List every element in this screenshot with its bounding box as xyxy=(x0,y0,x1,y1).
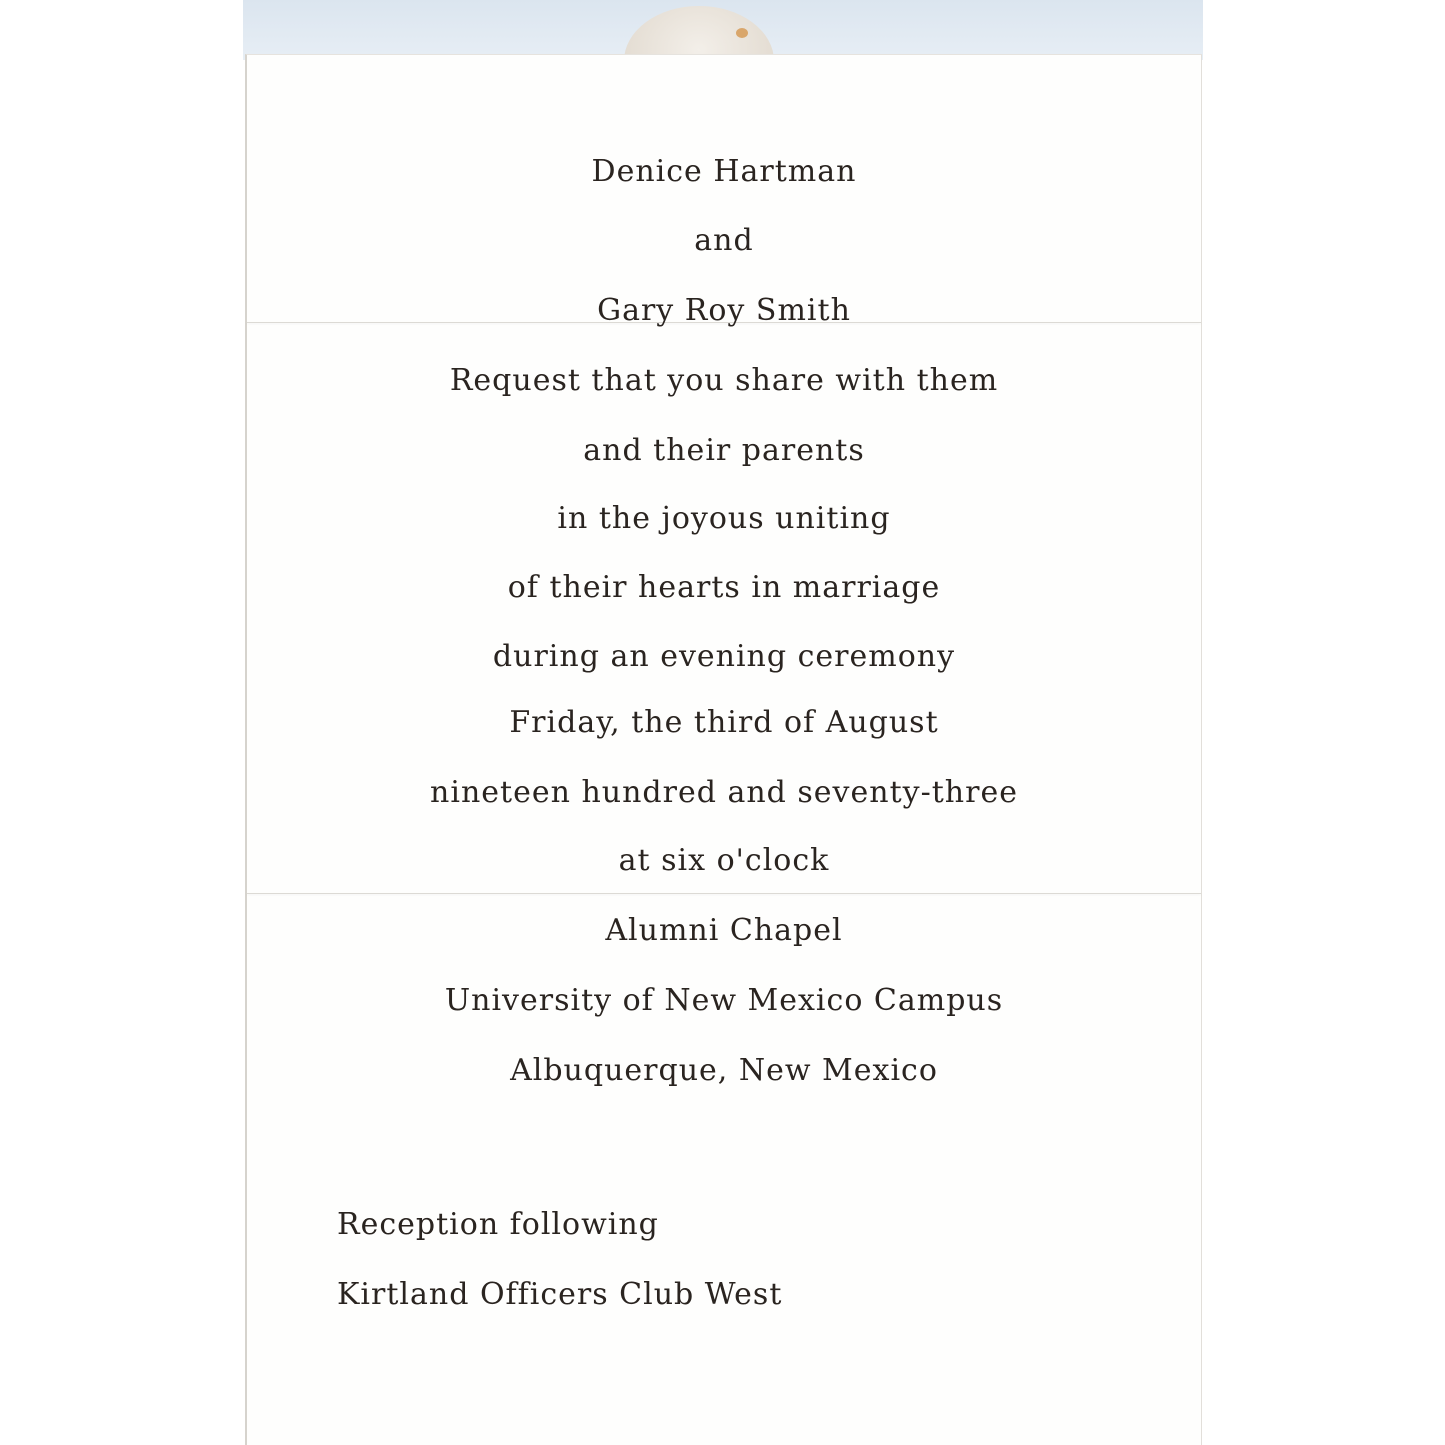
bride-name: Denice Hartman xyxy=(591,154,857,189)
date-line: Friday, the third of August xyxy=(509,705,939,740)
reception-venue: Kirtland Officers Club West xyxy=(337,1277,783,1312)
request-line: and their parents xyxy=(583,433,865,468)
request-line: of their hearts in marriage xyxy=(507,570,941,605)
date-line: nineteen hundred and seventy-three xyxy=(430,775,1018,810)
request-line: in the joyous uniting xyxy=(557,501,891,536)
invitation-card xyxy=(245,54,1202,1445)
venue-line: University of New Mexico Campus xyxy=(444,983,1004,1018)
reception-line: Reception following xyxy=(337,1207,659,1242)
request-line: Request that you share with them xyxy=(449,363,999,398)
seal-stain xyxy=(736,28,748,38)
time-line: at six o'clock xyxy=(618,843,830,878)
request-line: during an evening ceremony xyxy=(492,639,956,674)
venue-line: Albuquerque, New Mexico xyxy=(510,1053,938,1088)
card-fold-line xyxy=(247,893,1201,894)
venue-line: Alumni Chapel xyxy=(605,913,843,948)
groom-name: Gary Roy Smith xyxy=(597,293,851,328)
names-conjunction: and xyxy=(694,223,754,258)
